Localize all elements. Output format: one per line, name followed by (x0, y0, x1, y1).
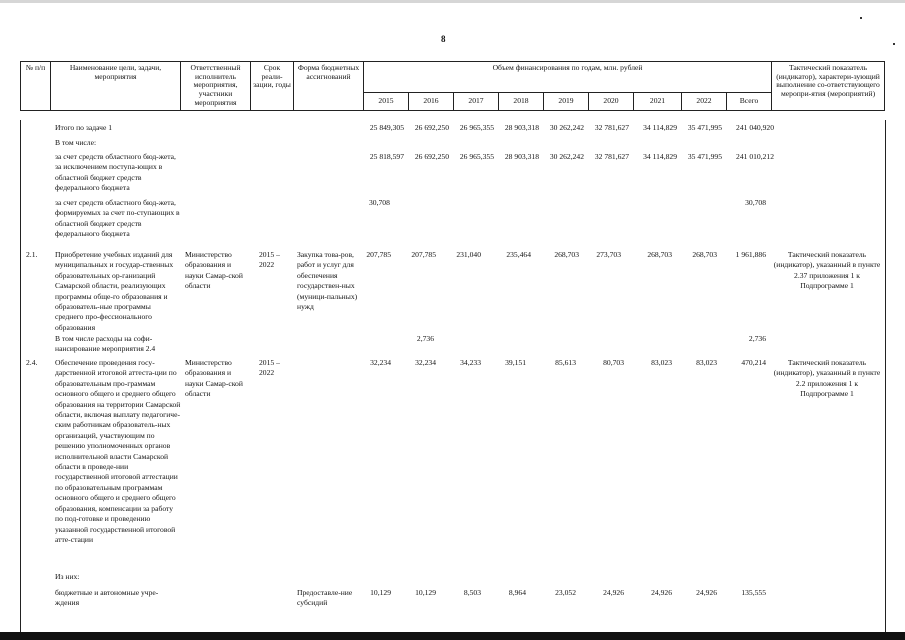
table-header (20, 61, 885, 111)
page-number: 8 (441, 34, 446, 44)
cell-value: 83,023 (696, 358, 717, 367)
cell-value: 231,040 (456, 250, 481, 259)
row-2-4-responsible: Министерство образования и науки Самар-ской области (185, 358, 243, 399)
row-2-1-form: Закупка това-ров, работ и услуг для обеспечения государствен-ных (муници-пальных) нужд (297, 250, 358, 312)
cell-value: 268,703 (647, 250, 672, 259)
row-total-label: Итого по задаче 1 (55, 123, 113, 132)
row-2-4-label: Обеспечение проведения госу-дарственной итоговой аттеста-ции по образовательным про-граммам основного общего и среднего общего образования на территории Самарской области, включая выплату педагогиче-ским работникам образователь-ных организаций, участвующим по решению уполномоченных органов исполнительной власти Самарской области в проведе-нии государственной итоговой аттестации по образовательным программам основного общего и среднего общего образования, компенсации за работу по под-готовке и проведению указанной государственной итоговой атте-стации (55, 358, 181, 544)
cell-value: 39,151 (505, 358, 526, 367)
row-budget-form: Предоставле-ние субсидий (297, 588, 353, 608)
cell-value: 30 262,242 (549, 123, 584, 132)
table-body (20, 120, 886, 632)
cell-value: 23,052 (555, 588, 576, 597)
header-indicator: Тактический показатель (индикатор), характери-зующий выполнение со-ответствующего меропри-ятия (мероприятий) (772, 62, 885, 111)
header-year: 2015 (364, 93, 409, 110)
cell-value: 1 961,886 (735, 250, 766, 259)
scan-bottom-edge (0, 632, 905, 640)
scan-speck (860, 17, 862, 19)
cell-value: 135,555 (741, 588, 766, 597)
cell-value: 34 114,829 (643, 123, 677, 132)
row-2-1-term: 2015 – 2022 (259, 250, 280, 270)
cell-value: 25 849,305 (369, 123, 404, 132)
cell-value: 10,129 (415, 588, 436, 597)
cell-value: 8,964 (508, 588, 526, 597)
header-term: Срок реали-зации, годы (251, 62, 294, 111)
cell-value: 32 781,627 (594, 123, 629, 132)
header-year: 2016 (409, 93, 454, 110)
header-year: 2020 (589, 93, 634, 110)
row-of-which-label: Из них: (55, 572, 80, 581)
cell-value: 26 965,355 (459, 123, 494, 132)
cell-value: 207,785 (366, 250, 391, 259)
cell-value: 26 965,355 (459, 152, 494, 161)
cell-value: 24,926 (696, 588, 717, 597)
header-year: 2022 (682, 93, 727, 110)
cell-value: 32,234 (415, 358, 436, 367)
cell-value: 35 471,995 (687, 123, 722, 132)
header-year: 2017 (454, 93, 499, 110)
cell-value: 8,503 (463, 588, 481, 597)
row-budget-label: бюджетные и автономные учре-ждения (55, 588, 159, 608)
header-year: 2018 (499, 93, 544, 110)
cell-value: 24,926 (651, 588, 672, 597)
cell-value: 2,736 (748, 334, 766, 343)
cell-value: 2,736 (416, 334, 434, 343)
cell-value: 241 040,920 (736, 123, 774, 132)
row-2-4-indicator: Тактический показатель (индикатор), указанный в пункте 2.2 приложения 1 к Подпрограмме 1 (773, 358, 881, 399)
cell-value: 28 903,318 (504, 152, 539, 161)
cell-value: 207,785 (411, 250, 436, 259)
header-year-total: Всего (727, 93, 772, 110)
header-form: Форма бюджетных ассигнований (294, 62, 364, 111)
cell-value: 80,703 (603, 358, 624, 367)
row-2-1-responsible: Министерство образования и науки Самар-ской области (185, 250, 243, 291)
cell-value: 32,234 (370, 358, 391, 367)
cell-value: 241 010,212 (736, 152, 774, 161)
row-2-1-label: Приобретение учебных изданий для муниципальных и государ-ственных образовательных ор-ганизаций Самарской области, реализующих программы обще-го образования и образователь-ные программы среднего про-фессионального образования (55, 250, 174, 332)
cell-value: 30 262,242 (549, 152, 584, 161)
header-goal: Наименование цели, задачи, мероприятия (51, 62, 181, 111)
cell-value: 34 114,829 (643, 152, 677, 161)
header-year: 2021 (634, 93, 682, 110)
header-year: 2019 (544, 93, 589, 110)
header-num: № п/п (21, 62, 51, 111)
cell-value: 268,703 (554, 250, 579, 259)
row-regional-label: за счет средств областного бюд-жета, за исключением поступа-ющих в областной бюджет средств федерального бюджета (55, 152, 176, 193)
row-2-4-term: 2015 – 2022 (259, 358, 280, 378)
row-2-4-num: 2.4. (26, 358, 38, 367)
scan-speck (893, 43, 895, 45)
cell-value: 30,708 (745, 198, 766, 207)
cell-value: 34,233 (460, 358, 481, 367)
cell-value: 35 471,995 (687, 152, 722, 161)
header-funding: Объем финансирования по годам, млн. рублей (364, 62, 772, 93)
row-federal-label: за счет средств областного бюд-жета, формируемых за счет по-ступающих в областной бюджет средств федерального бюджета (55, 198, 180, 239)
cell-value: 28 903,318 (504, 123, 539, 132)
row-2-1-indicator: Тактический показатель (индикатор), указанный в пункте 2.37 приложения 1 к Подпрограмме 1 (773, 250, 881, 291)
cell-value: 30,708 (369, 198, 390, 207)
cell-value: 10,129 (370, 588, 391, 597)
row-cofin-label: В том числе расходы на софи-нансирование мероприятия 2.4 (55, 334, 156, 354)
row-2-1-num: 2.1. (26, 250, 38, 259)
cell-value: 470,214 (741, 358, 766, 367)
cell-value: 268,703 (692, 250, 717, 259)
cell-value: 25 818,597 (369, 152, 404, 161)
cell-value: 235,464 (506, 250, 531, 259)
cell-value: 85,613 (555, 358, 576, 367)
cell-value: 273,703 (596, 250, 621, 259)
row-incl-label: В том числе: (55, 138, 97, 147)
scan-top-edge (0, 0, 905, 3)
cell-value: 32 781,627 (594, 152, 629, 161)
cell-value: 26 692,250 (414, 123, 449, 132)
cell-value: 83,023 (651, 358, 672, 367)
cell-value: 24,926 (603, 588, 624, 597)
cell-value: 26 692,250 (414, 152, 449, 161)
header-responsible: Ответственный исполнитель мероприятия, участники мероприятия (181, 62, 251, 111)
